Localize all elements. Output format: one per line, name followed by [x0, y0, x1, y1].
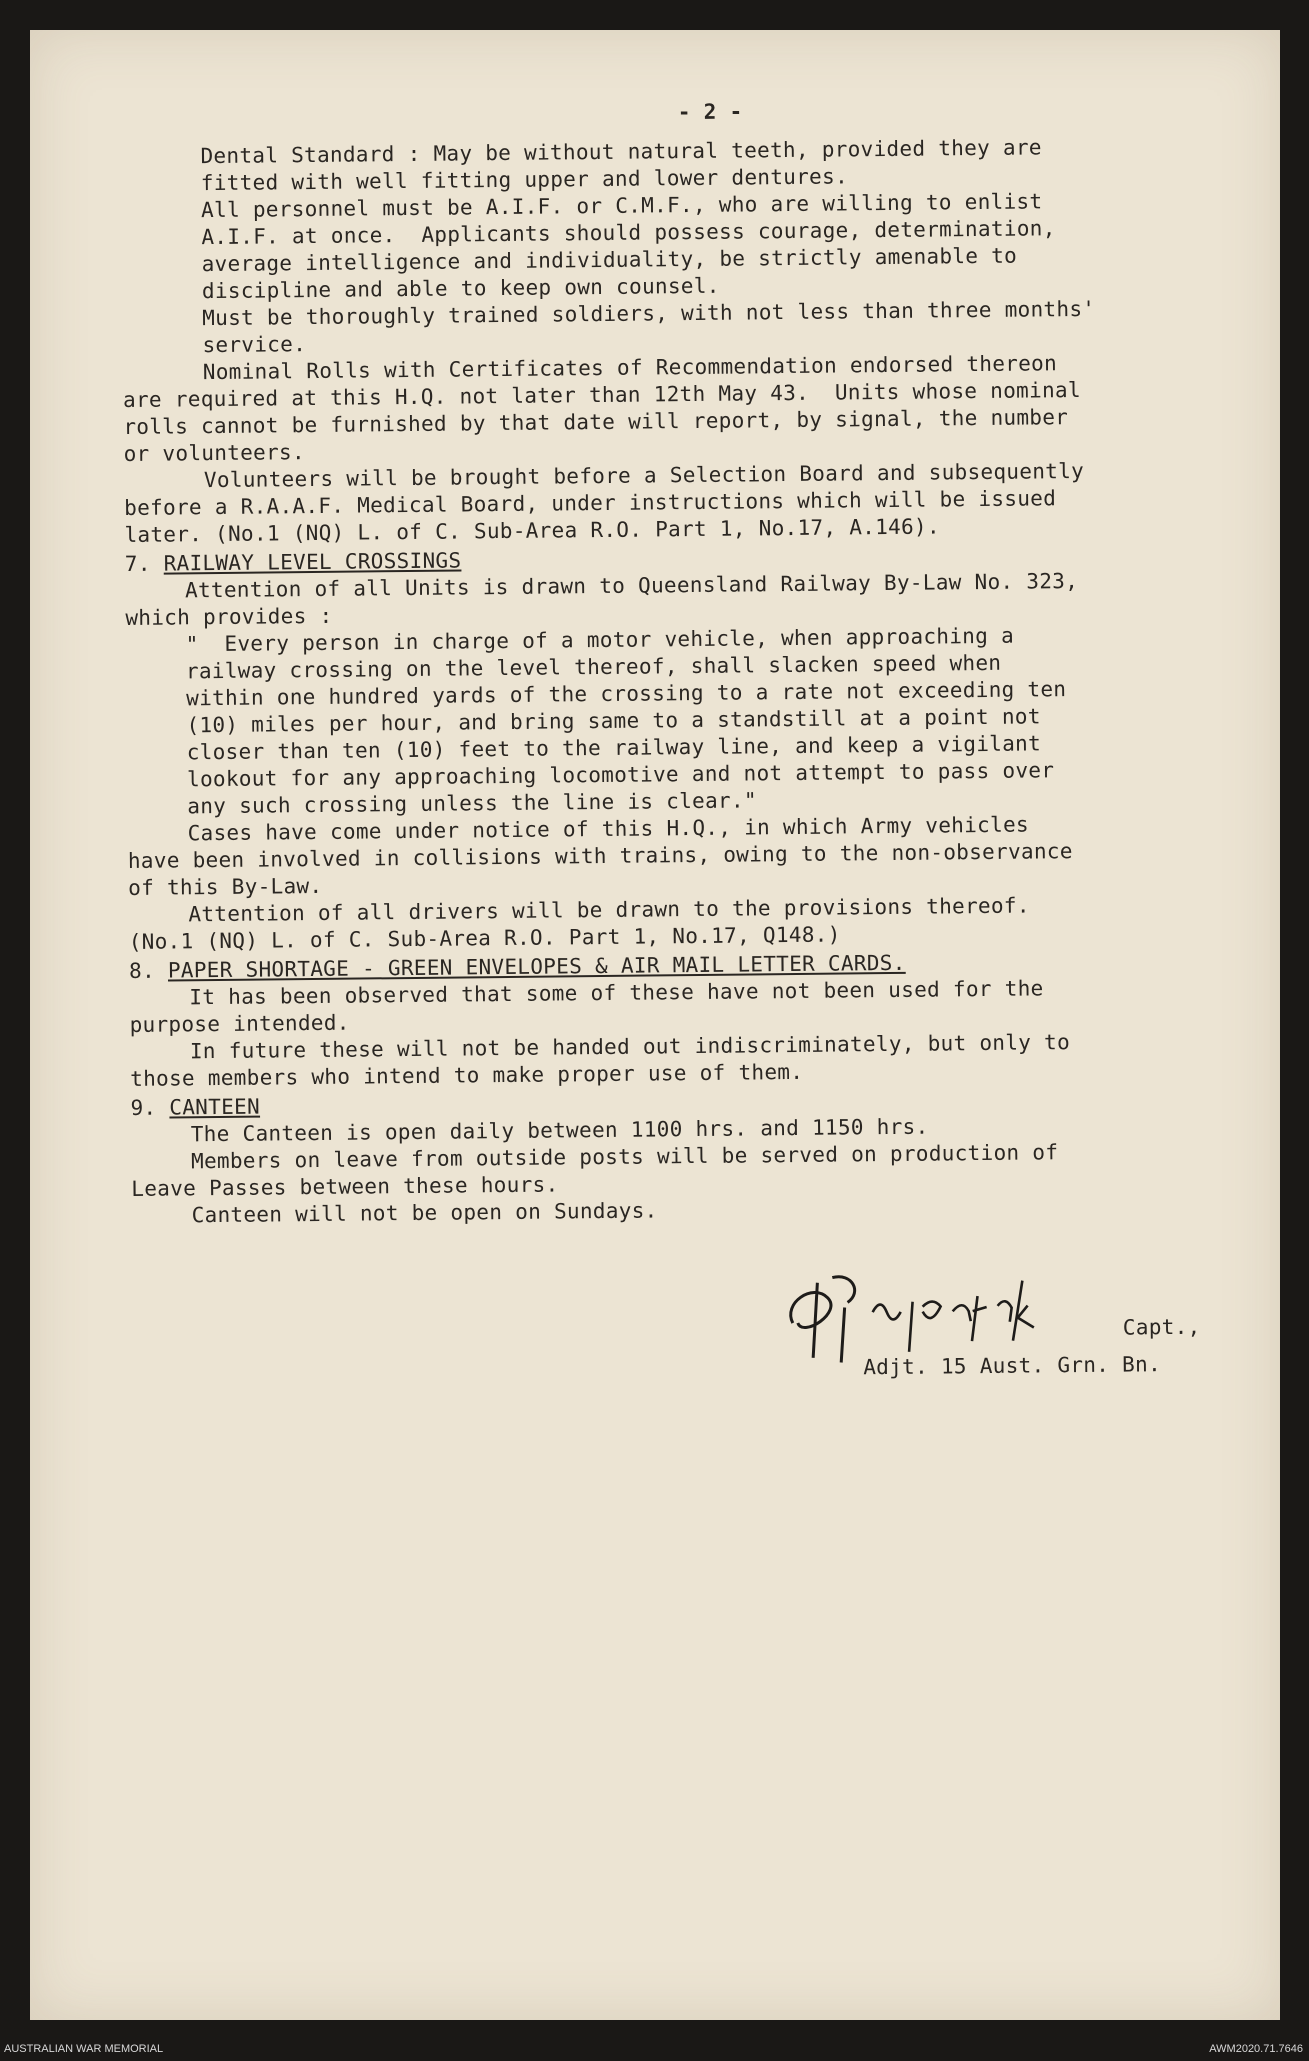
section-7-line: Cases have come under notice of this H.Q., in which Army vehicles: [187, 812, 1030, 846]
section-8-line: those members who intend to make proper use of them.: [130, 1059, 804, 1091]
section-7-line: railway crossing on the level thereof, shall slacken speed when: [185, 650, 1002, 684]
section-7-line: lookout for any approaching locomotive and not attempt to pass over: [186, 758, 1055, 792]
page-number: - 2 -: [677, 99, 743, 125]
section-8-body: [129, 973, 1250, 1093]
signatory-rank: Capt.,: [1122, 1314, 1201, 1340]
section-7-line: (10) miles per hour, and bring same to a standstill at a point not: [186, 704, 1041, 738]
section-9-title: CANTEEN: [169, 1094, 261, 1120]
footer-institution: AUSTRALIAN WAR MEMORIAL: [4, 2043, 164, 2055]
intro-line: are required at this H.Q. not later than 12th May 43. Units whose nominal: [122, 377, 1081, 412]
section-7-body: [125, 566, 1249, 956]
intro-line: Volunteers will be brought before a Selection Board and subsequently: [203, 458, 1085, 493]
intro-line: Nominal Rolls with Certificates of Recommendation endorsed thereon: [202, 351, 1058, 385]
intro-line: service.: [202, 332, 307, 358]
intro-line: average intelligence and individuality, be strictly amenable to: [201, 243, 1018, 277]
document-page: [30, 30, 1280, 2020]
intro-line: Must be thoroughly trained soldiers, with not less than three months': [202, 296, 1096, 331]
intro-line: or volunteers.: [123, 440, 305, 466]
intro-line: before a R.A.A.F. Medical Board, under instructions which will be issued: [124, 486, 1057, 520]
section-7-line: Attention of all drivers will be drawn to the provisions thereof.: [188, 893, 1030, 927]
section-8-line: purpose intended.: [129, 1010, 350, 1037]
section-7-title: RAILWAY LEVEL CROSSINGS: [163, 548, 462, 576]
intro-line: later. (No.1 (NQ) L. of C. Sub-Area R.O. Part 1, No.17, A.146).: [124, 514, 941, 547]
section-9-line: The Canteen is open daily between 1100 hrs. and 1150 hrs.: [190, 1114, 929, 1147]
intro-line: fitted with well fitting upper and lower dentures.: [200, 164, 849, 196]
section-7-line: (No.1 (NQ) L. of C. Sub-Area R.O. Part 1, No.17, Q148.): [128, 922, 841, 954]
archive-footer: [0, 2041, 1309, 2059]
intro-line: All personnel must be A.I.F. or C.M.F., who are willing to enlist: [200, 189, 1043, 223]
typed-text-body: [120, 93, 1254, 1410]
section-7-line: which provides :: [125, 603, 333, 630]
section-8-line: It has been observed that some of these have not been used for the: [189, 976, 1044, 1010]
section-8-number: 8.: [128, 958, 156, 983]
section-7-line: closer than ten (10) feet to the railway line, and keep a vigilant: [186, 731, 1042, 765]
section-9-line: Canteen will not be open on Sundays.: [191, 1198, 658, 1228]
section-7-line: within one hundred yards of the crossing to a rate not exceeding ten: [186, 677, 1067, 711]
intro-line: A.I.F. at once. Applicants should possess courage, determination,: [201, 216, 1056, 250]
footer-accession-number: AWM2020.71.7646: [1209, 2043, 1303, 2055]
section-9-number: 9.: [130, 1095, 157, 1120]
section-7-line: " Every person in charge of a motor vehicle, when approaching a: [185, 623, 1015, 657]
signatory-appointment: Adjt. 15 Aust. Grn. Bn.: [863, 1352, 1162, 1380]
section-9-body: [131, 1110, 1252, 1230]
section-9-line: Leave Passes between these hours.: [131, 1172, 559, 1201]
intro-paragraphs: [120, 132, 1244, 549]
section-7-line: of this By-Law.: [128, 873, 323, 900]
section-7-line: any such crossing unless the line is clear.": [187, 788, 757, 819]
section-8-line: In future these will not be handed out indiscriminately, but only to: [189, 1030, 1071, 1064]
signature-block: [132, 1258, 1253, 1410]
section-8-title: PAPER SHORTAGE - GREEN ENVELOPES & AIR MAIL LETTER CARDS.: [167, 950, 906, 983]
section-7-line: Attention of all Units is drawn to Queensland Railway By-Law No. 323,: [184, 568, 1079, 603]
section-9-line: Members on leave from outside posts will be served on production of: [190, 1140, 1059, 1174]
intro-line: rolls cannot be furnished by that date will report, by signal, the number: [123, 405, 1069, 439]
section-7-line: have been involved in collisions with trains, owing to the non-observance: [127, 839, 1073, 873]
intro-line: discipline and able to keep own counsel.: [201, 273, 720, 304]
section-7-number: 7.: [124, 551, 151, 576]
intro-line: Dental Standard : May be without natural teeth, provided they are: [200, 135, 1042, 169]
